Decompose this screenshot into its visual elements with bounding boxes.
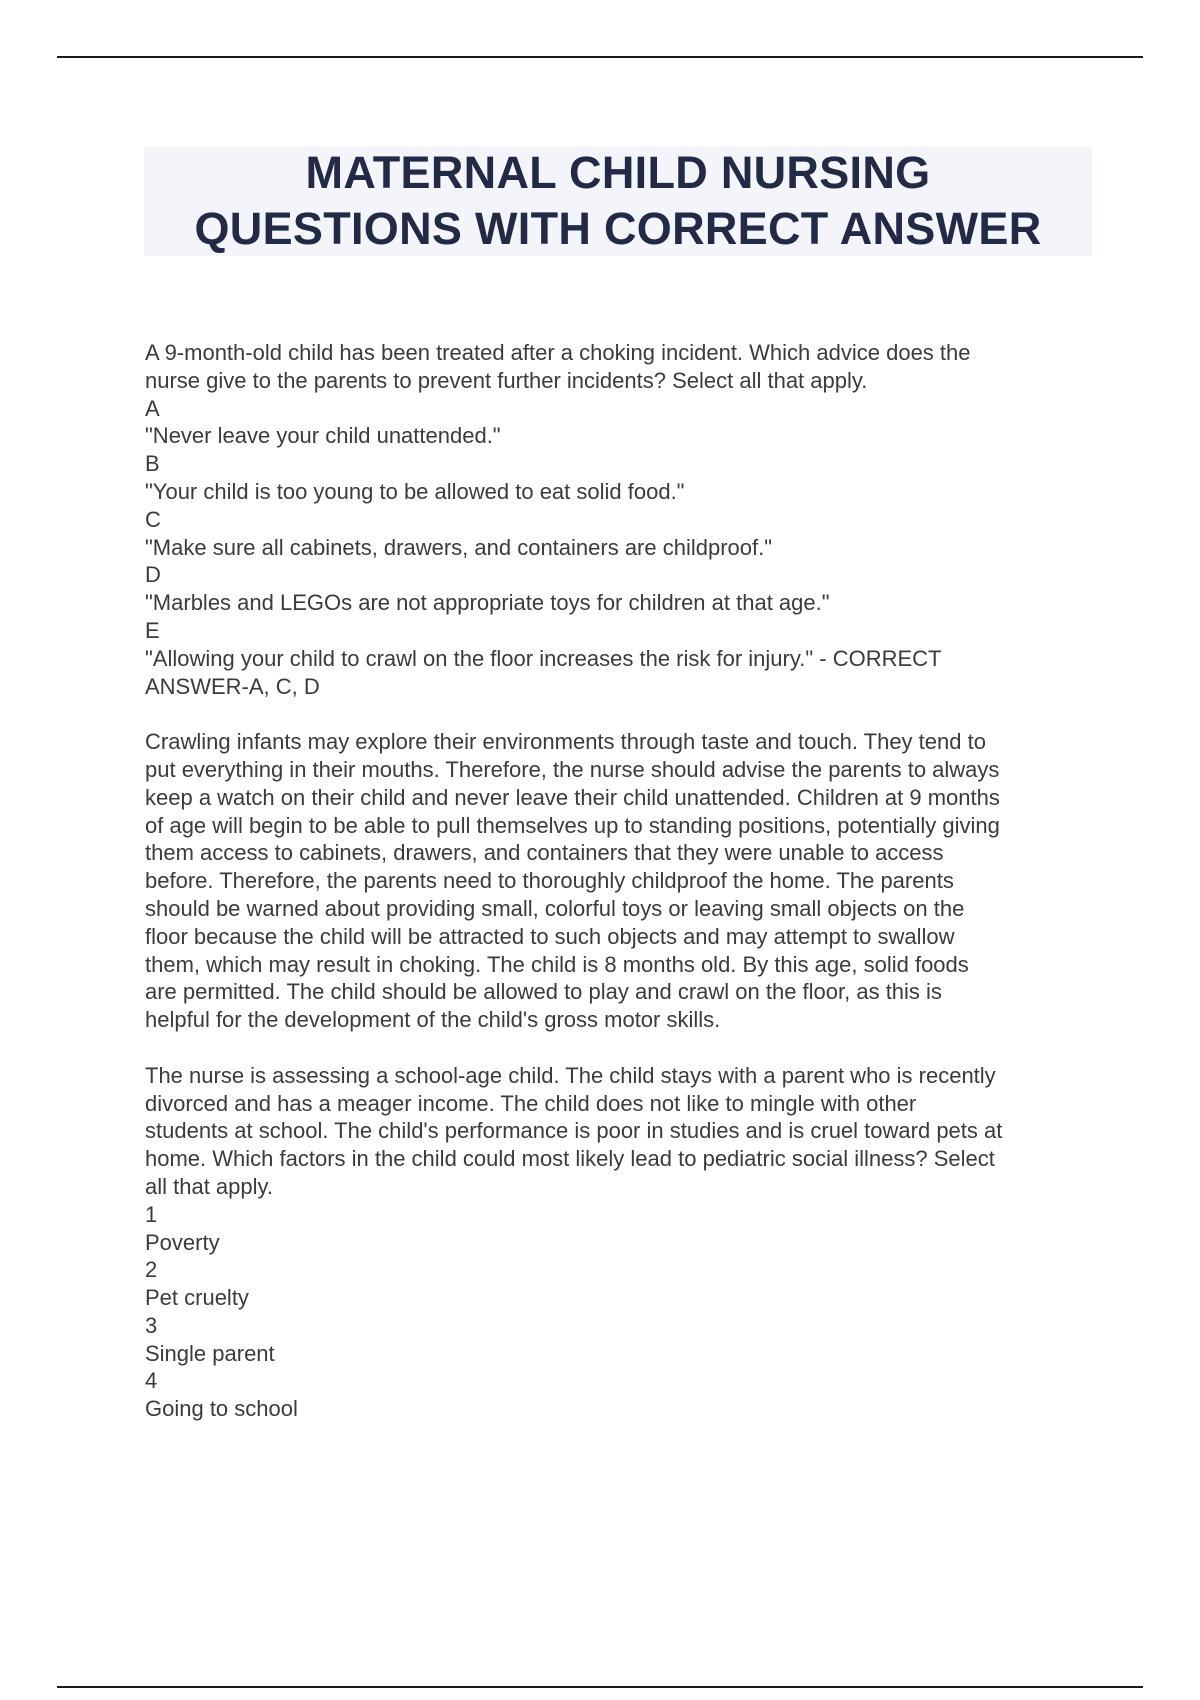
question-1-stem: nurse give to the parents to prevent further incidents? Select all that apply. <box>145 367 868 393</box>
top-rule <box>57 56 1143 58</box>
option-number: 4 <box>145 1368 158 1394</box>
option-number: 1 <box>145 1201 158 1227</box>
option-text: "Your child is too young to be allowed to eat solid food." <box>145 478 685 504</box>
question-1-stem: A 9-month-old child has been treated after a choking incident. Which advice does the <box>145 340 971 365</box>
rationale-line: put everything in their mouths. Therefore, the nurse should advise the parents to always <box>145 756 1000 782</box>
rationale-line: should be warned about providing small, colorful toys or leaving small objects on the <box>145 895 965 921</box>
paragraph-gap <box>145 700 1095 728</box>
option-text: Single parent <box>145 1340 275 1366</box>
document-body <box>145 339 1095 1423</box>
option-letter: E <box>145 617 160 643</box>
rationale-line: are permitted. The child should be allowed to play and crawl on the floor, as this is <box>145 979 942 1005</box>
bottom-rule <box>57 1686 1143 1688</box>
document-title <box>144 146 1092 256</box>
option-text: "Allowing your child to crawl on the floor increases the risk for injury." - CORRECT <box>145 645 942 671</box>
option-number: 2 <box>145 1257 158 1283</box>
option-letter: B <box>145 451 160 477</box>
option-number: 3 <box>145 1312 158 1338</box>
title-line-1: MATERNAL CHILD NURSING <box>305 147 931 198</box>
option-letter: C <box>145 506 161 532</box>
question-2-stem: divorced and has a meager income. The child does not like to mingle with other <box>145 1090 917 1116</box>
correct-answer: ANSWER-A, C, D <box>145 673 320 699</box>
rationale-line: them access to cabinets, drawers, and containers that they were unable to access <box>145 840 944 866</box>
option-text: "Marbles and LEGOs are not appropriate toys for children at that age." <box>145 590 830 616</box>
rationale-line: keep a watch on their child and never leave their child unattended. Children at 9 months <box>145 784 1000 810</box>
rationale-line: before. Therefore, the parents need to thoroughly childproof the home. The parents <box>145 868 954 894</box>
option-letter: A <box>145 395 160 421</box>
rationale-line: of age will begin to be able to pull themselves up to standing positions, potentially giving <box>145 812 1000 838</box>
rationale-line: Crawling infants may explore their environments through taste and touch. They tend to <box>145 729 986 755</box>
title-line-2: QUESTIONS WITH CORRECT ANSWER <box>194 203 1042 254</box>
option-text: "Never leave your child unattended." <box>145 423 501 449</box>
question-2-stem: all that apply. <box>145 1173 274 1199</box>
rationale-line: them, which may result in choking. The child is 8 months old. By this age, solid foods <box>145 951 969 977</box>
option-letter: D <box>145 562 161 588</box>
option-text: "Make sure all cabinets, drawers, and containers are childproof." <box>145 534 773 560</box>
option-text: Pet cruelty <box>145 1285 249 1311</box>
rationale-line: helpful for the development of the child's gross motor skills. <box>145 1007 721 1033</box>
option-text: Poverty <box>145 1229 220 1255</box>
question-2-stem: The nurse is assessing a school-age child. The child stays with a parent who is recently <box>145 1062 996 1088</box>
rationale-line: floor because the child will be attracted to such objects and may attempt to swallow <box>145 923 955 949</box>
question-2-stem: home. Which factors in the child could most likely lead to pediatric social illness? Select <box>145 1146 995 1172</box>
option-text: Going to school <box>145 1396 298 1422</box>
question-2-stem: students at school. The child's performance is poor in studies and is cruel toward pets at <box>145 1118 1003 1144</box>
paragraph-gap <box>145 1034 1095 1062</box>
